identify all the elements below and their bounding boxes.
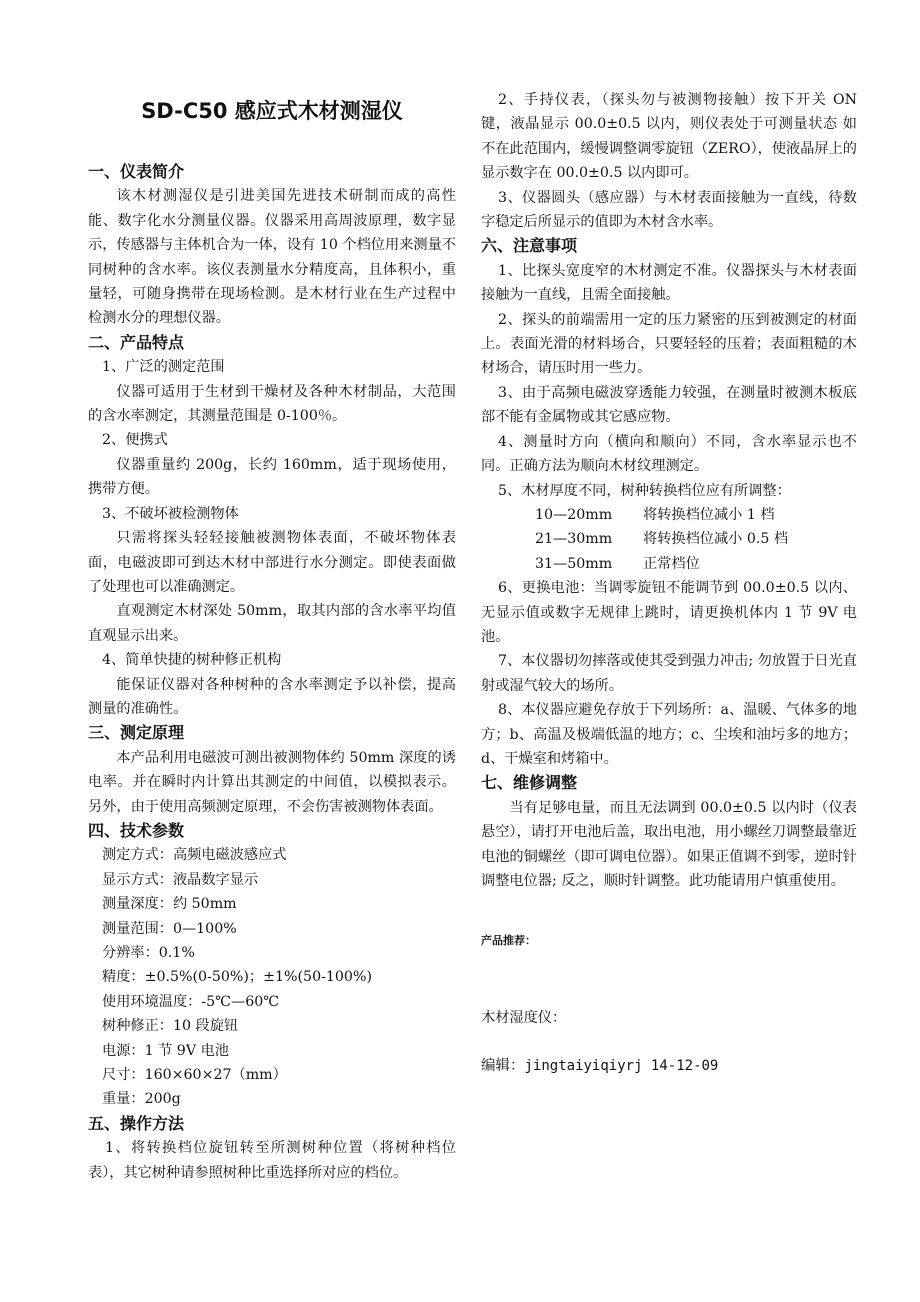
thickness-range: 10—20mm	[535, 506, 613, 523]
left-column	[88, 0, 456, 1185]
thickness-table	[535, 503, 788, 576]
feature-3-title: 3、不破坏被检测物体	[102, 505, 239, 522]
operation-step-3: 3、仪器圆头（感应器）与木材表面接触为一直线，待数字稳定后所显示的值即为木材含水率。	[481, 189, 857, 231]
product-label: 木材湿度仪：	[481, 1009, 567, 1026]
section-heading-operation: 五、操作方法	[88, 1113, 185, 1133]
spec-item: 重量：200g	[102, 1091, 181, 1108]
feature-2-body: 仪器重量约 200g，长约 160mm，适于现场使用，携带方便。	[88, 456, 456, 498]
section-heading-notes: 六、注意事项	[481, 236, 578, 256]
feature-2-title: 2、便携式	[102, 432, 168, 449]
editor-label: 编辑：	[481, 1058, 525, 1075]
maintenance-paragraph: 当有足够电量，而且无法调到 00.0±0.5 以内时（仪表悬空），请打开电池后盖，取出电池，用小螺丝刀调整最靠近电池的铜螺丝（即可调电位器）。如果正值调不到零，逆时针调整电位器; 反之，顺时针调整。此功能请用户慎重使用。	[481, 799, 857, 889]
editor-value: jingtaiyiqiyrj 14-12-09	[524, 1058, 719, 1075]
spec-item: 分辨率：0.1%	[102, 945, 195, 961]
table-row	[535, 503, 788, 527]
section-heading-specs: 四、技术参数	[88, 820, 185, 840]
note-4: 4、测量时方向（横向和顺向）不同，含水率显示也不同。正确方法为顺向木材纹理测定。	[481, 433, 857, 475]
note-8: 8、本仪器应避免存放于下列场所：a、温暖、气体多的地方；b、高温及极端低温的地方；c、尘埃和油圬多的地方；d、干燥室和烤箱中。	[481, 702, 857, 767]
section-heading-principle: 三、测定原理	[88, 723, 185, 743]
feature-1-title: 1、广泛的测定范围	[102, 359, 225, 376]
principle-paragraph: 本产品利用电磁波可测出被测物体约 50mm 深度的诱电率。并在瞬时内计算出其测定的中间值，以模拟表示。另外，由于使用高频测定原理，不会伤害被测物体表面。	[88, 749, 456, 815]
note-3: 3、由于高频电磁波穿透能力较强，在测量时被测木板底部不能有金属物或其它感应物。	[481, 384, 857, 426]
thickness-range: 31—50mm	[535, 555, 613, 572]
note-6: 6、更换电池：当调零旋钮不能调节到 00.0±0.5 以内、无显示值或数字无规律上跳时，请更换机体内 1 节 9V 电池。	[481, 580, 857, 645]
spec-item: 测定方式：高频电磁波感应式	[102, 847, 287, 864]
table-row	[535, 552, 788, 576]
operation-step-2: 2、手持仪表，（探头勿与被测物接触）按下开关 ON 键，液晶显示 00.0±0.5 以内，则仪表处于可测量状态 如不在此范围内，缓慢调整调零旋钮（ZERO），使液晶屏上的显示数字在 00.0±0.5 以内即可。	[481, 92, 857, 182]
note-1: 1、比探头宽度窄的木材测定不准。仪器探头与木材表面接触为一直线，且需全面接触。	[481, 262, 857, 304]
note-7: 7、本仪器切勿摔落或使其受到强力冲击; 勿放置于日光直射或湿气较大的场所。	[481, 653, 857, 694]
spec-item: 尺寸：160×60×27（mm）	[102, 1067, 287, 1084]
feature-4-body: 能保证仪器对各种树种的含水率测定予以补偿，提高测量的准确性。	[88, 676, 456, 717]
feature-1-body: 仪器可适用于生材到干燥材及各种木材制品，大范围的含水率测定，其测量范围是 0-100％。	[88, 383, 456, 425]
feature-4-title: 4、简单快捷的树种修正机构	[102, 652, 282, 669]
note-5: 5、木材厚度不同，树种转换档位应有所调整：	[498, 482, 791, 499]
spec-item: 树种修正：10 段旋钮	[102, 1018, 239, 1035]
spec-item: 测量范围：0—100%	[102, 920, 237, 937]
spec-item: 使用环境温度：-5℃—60℃	[102, 993, 280, 1010]
section-heading-maintenance: 七、维修调整	[481, 773, 578, 793]
intro-paragraph: 该木材测湿仪是引进美国先进技术研制而成的高性能、数字化水分测量仪器。仪器采用高周波原理，数字显示，传感器与主体机合为一体，设有 10 个档位用来测量不同树种的含水率。该仪表测量水分精度高，且体积小，重量轻，可随身携带在现场检测。是木材行业在生产过程中检测水分的理想仪器。	[88, 188, 456, 327]
operation-step-1: 1、将转换档位旋钮转至所测树种位置（将树种档位表），其它树种请参照树种比重选择所对应的档位。	[88, 1140, 456, 1181]
thickness-action: 正常档位	[643, 555, 700, 572]
section-heading-features: 二、产品特点	[88, 332, 185, 352]
thickness-action: 将转换档位减小 0.5 档	[643, 531, 789, 548]
table-row	[535, 527, 788, 551]
right-column	[481, 0, 857, 1079]
editor-line	[481, 1054, 857, 1078]
thickness-range: 21—30mm	[535, 531, 613, 548]
note-2: 2、探头的前端需用一定的压力紧密的压到被测定的材面上。表面光滑的材料场合，只要轻轻的压着；表面粗糙的木材场合，请压时用一些力。	[481, 311, 857, 377]
section-heading-intro: 一、仪表简介	[88, 162, 185, 181]
spec-item: 测量深度：约 50mm	[102, 896, 237, 913]
spec-item: 显示方式：液晶数字显示	[102, 871, 259, 888]
thickness-action: 将转换档位减小 1 档	[643, 506, 775, 523]
spec-item: 精度：±0.5%(0-50%)；±1%(50-100%)	[102, 969, 372, 986]
feature-3-body-2: 直观测定木材深处 50mm，取其内部的含水率平均值直观显示出来。	[88, 603, 456, 644]
recommend-label: 产品推荐：	[481, 934, 536, 948]
spec-item: 电源：1 节 9V 电池	[102, 1042, 229, 1059]
page-title: SD-C50 感应式木材测湿仪	[141, 99, 403, 123]
feature-3-body-1: 只需将探头轻轻接触被测物体表面，不破坏物体表面，电磁波即可到达木材中部进行水分测定。即使表面做了处理也可以准确测定。	[88, 530, 456, 595]
